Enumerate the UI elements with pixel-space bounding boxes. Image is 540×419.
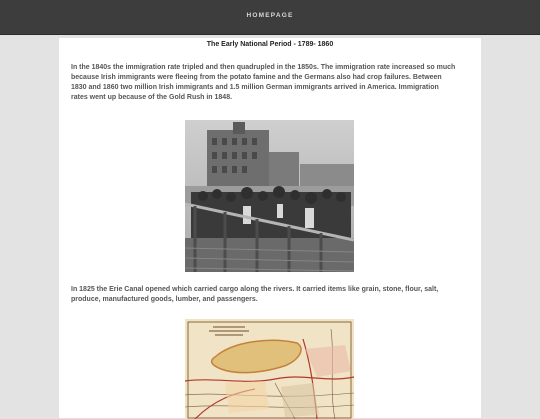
immigrants-photo-graphic (185, 120, 354, 272)
paragraph-immigration: In the 1840s the immigration rate tripled and then quadrupled in the 1850s. The immigration rate increased so much because Irish immigrants were fleeing from the potato famine and the Germans also had crop failures. Between 1830 and 1860 two million Irish immigrants and 1.5 million German immigrants arrived in America. Immigration rates went up because of the Gold Rush in 1848. (71, 64, 456, 101)
paragraph-erie-canal: In 1825 the Erie Canal opened which carried cargo along the rivers. It carried items like grain, stone, flour, salt, produce, manufactured goods, lumber, and passengers. (71, 286, 439, 303)
page-title: The Early National Period - 1789- 1860 (206, 41, 334, 48)
immigrants-photo (185, 120, 354, 272)
top-navigation-bar (0, 0, 540, 35)
content-panel (59, 38, 481, 418)
erie-canal-map-graphic (185, 319, 354, 419)
homepage-link[interactable]: HOMEPAGE (246, 12, 294, 19)
erie-canal-map (185, 319, 354, 419)
